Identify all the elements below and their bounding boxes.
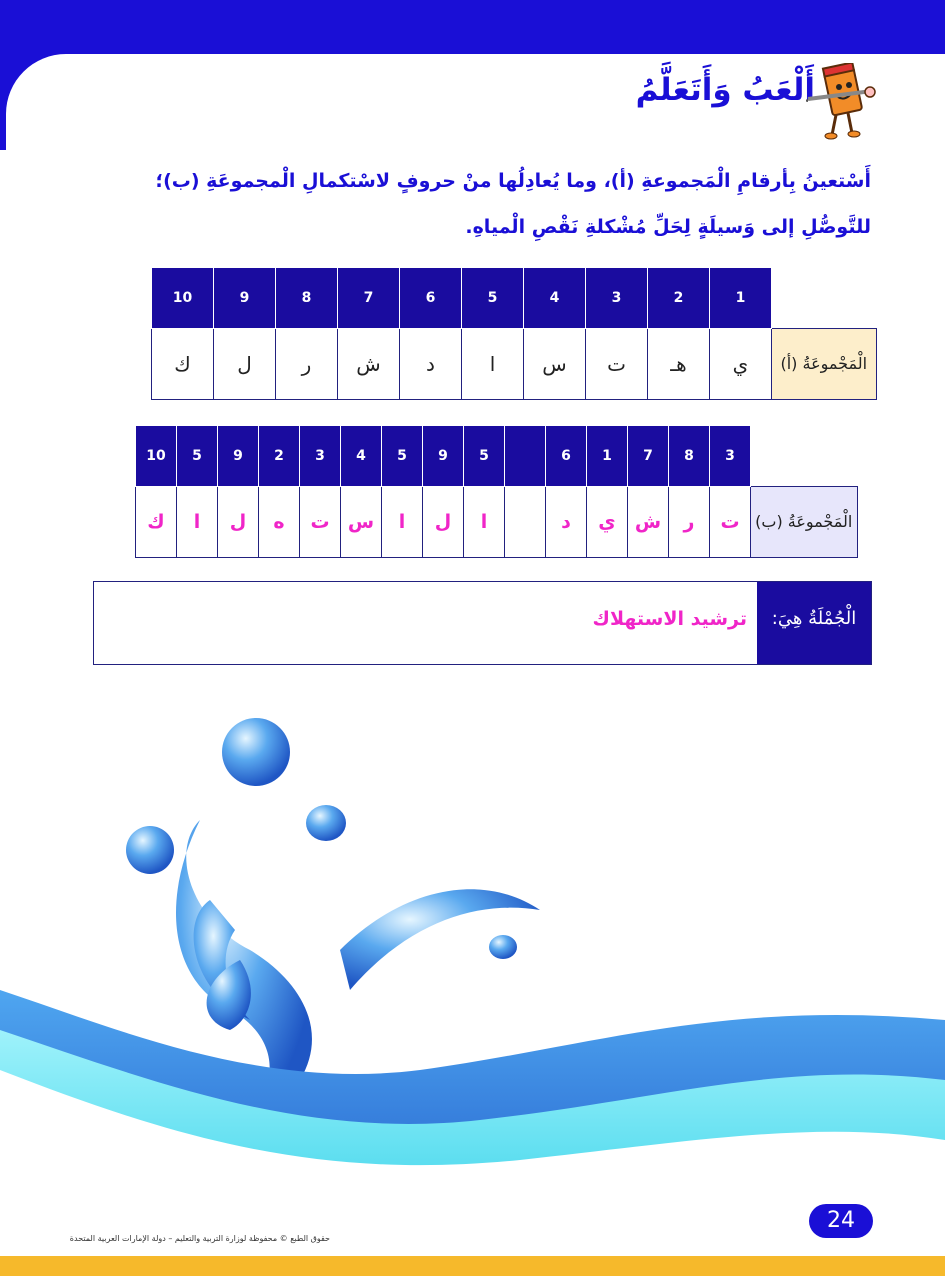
number-cell: 10 — [152, 268, 214, 329]
letter-cell: ش — [338, 329, 400, 400]
letter-cell: ك — [152, 329, 214, 400]
answer-box — [93, 581, 872, 665]
answer-label: الْجُمْلَةُ هِيَ: — [757, 582, 871, 664]
pencil-mascot-icon — [806, 63, 876, 141]
letter-cell: ر — [276, 329, 338, 400]
number-cell: 4 — [341, 426, 382, 487]
number-cell: 9 — [214, 268, 276, 329]
number-cell: 5 — [177, 426, 218, 487]
empty-cell — [751, 426, 858, 487]
letter-cell: ا — [177, 487, 218, 558]
letter-cell: هـ — [648, 329, 710, 400]
number-cell: 3 — [300, 426, 341, 487]
number-cell: 3 — [586, 268, 648, 329]
group-b-table — [135, 425, 858, 558]
page-title: أَلْعَبُ وَأَتَعَلَّمُ — [635, 72, 815, 108]
letter-cell: ش — [628, 487, 669, 558]
number-cell: 1 — [587, 426, 628, 487]
water-drop — [306, 805, 346, 841]
instruction-line-1: أَسْتعينُ بِأرقامِ الْمَجموعةِ (أ)، وما يُعادِلُها منْ حروفٍ لاسْتكمالِ الْمجموعَةِ (ب)؛ — [155, 170, 871, 192]
number-cell: 6 — [546, 426, 587, 487]
answer-value[interactable]: ترشيد الاستهلاك — [592, 608, 747, 630]
page-number: 24 — [809, 1204, 873, 1238]
water-splash-illustration — [0, 700, 945, 1256]
empty-cell — [772, 268, 877, 329]
number-cell: 9 — [218, 426, 259, 487]
letter-cell: د — [400, 329, 462, 400]
number-cell: 5 — [462, 268, 524, 329]
group-a-letter-row — [152, 329, 877, 400]
group-a-table — [151, 267, 877, 400]
letter-cell: ا — [382, 487, 423, 558]
number-cell: 2 — [648, 268, 710, 329]
number-cell: 4 — [524, 268, 586, 329]
letter-cell: ك — [136, 487, 177, 558]
letter-cell: ت — [710, 487, 751, 558]
group-a-number-row — [152, 268, 877, 329]
number-cell: 8 — [669, 426, 710, 487]
letter-cell: ت — [586, 329, 648, 400]
letter-cell: ر — [669, 487, 710, 558]
letter-cell: ل — [214, 329, 276, 400]
letter-cell: س — [341, 487, 382, 558]
letter-cell: س — [524, 329, 586, 400]
instruction-text — [61, 158, 871, 250]
number-cell: 9 — [423, 426, 464, 487]
number-cell — [505, 426, 546, 487]
number-cell: 3 — [710, 426, 751, 487]
number-cell: 10 — [136, 426, 177, 487]
number-cell: 1 — [710, 268, 772, 329]
letter-cell — [505, 487, 546, 558]
copyright-text: حقوق الطبع © محفوظة لوزارة التربية والتعليم – دولة الإمارات العربية المتحدة — [69, 1234, 330, 1243]
number-cell: 5 — [382, 426, 423, 487]
bottom-band — [0, 1256, 945, 1276]
number-cell: 5 — [464, 426, 505, 487]
group-b-letter-row — [136, 487, 858, 558]
group-b-number-row — [136, 426, 858, 487]
number-cell: 2 — [259, 426, 300, 487]
number-cell: 6 — [400, 268, 462, 329]
letter-cell: د — [546, 487, 587, 558]
letter-cell: ا — [462, 329, 524, 400]
water-drop — [222, 718, 290, 786]
group-b-label: الْمَجْموعَةُ (ب) — [751, 487, 858, 558]
number-cell: 7 — [338, 268, 400, 329]
letter-cell: ي — [710, 329, 772, 400]
group-a-label: الْمَجْموعَةُ (أ) — [772, 329, 877, 400]
letter-cell: ل — [218, 487, 259, 558]
water-drop — [126, 826, 174, 874]
letter-cell: ي — [587, 487, 628, 558]
number-cell: 7 — [628, 426, 669, 487]
letter-cell: ا — [464, 487, 505, 558]
letter-cell: ه — [259, 487, 300, 558]
letter-cell: ل — [423, 487, 464, 558]
water-drop — [489, 935, 517, 959]
letter-cell: ت — [300, 487, 341, 558]
number-cell: 8 — [276, 268, 338, 329]
top-band — [0, 0, 945, 54]
instruction-line-2: للتَّوصُّلِ إلى وَسيلَةٍ لِحَلِّ مُشْكلةِ نَقْصِ الْمياهِ. — [465, 216, 871, 238]
